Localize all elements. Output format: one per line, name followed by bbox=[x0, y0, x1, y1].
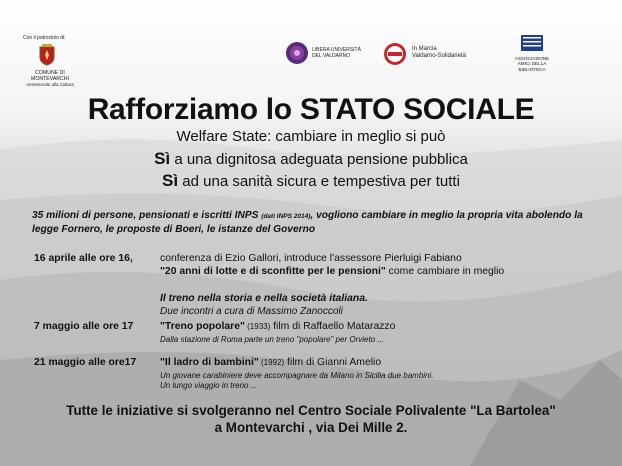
event2-director: film di Raffaello Matarazzo bbox=[270, 321, 396, 332]
event1-rest: come cambiare in meglio bbox=[385, 266, 505, 277]
comune-name-line1: COMUNE DI bbox=[35, 70, 65, 76]
event2-date: 7 maggio alle ore 17 bbox=[34, 321, 134, 332]
event3-date: 21 maggio alle ore17 bbox=[34, 357, 137, 368]
event3-year: (1992) bbox=[258, 358, 285, 367]
marcia-line2: Valdarno-Solidarietà bbox=[412, 53, 466, 59]
footer-line1: Tutte le iniziative si svolgeranno nel Centro Sociale Polivalente "La Bartolea" bbox=[66, 403, 556, 418]
marcia-label bbox=[412, 46, 466, 60]
event1-title: "20 anni di lotte e di sconfitte per le pensioni" bbox=[160, 266, 386, 277]
comune-label bbox=[22, 70, 78, 88]
event3-line bbox=[160, 357, 381, 368]
poster-title: Rafforziamo lo STATO SOCIALE bbox=[87, 93, 535, 126]
university-logo-icon bbox=[285, 41, 309, 65]
event3-note2: Un lungo viaggio in treno ... bbox=[160, 381, 258, 390]
amici-line1: ASSOCIAZIONE bbox=[514, 56, 550, 61]
university-line1: LIBERA UNIVERSITÀ bbox=[312, 47, 361, 53]
intro-source: (dati INPS 2014) bbox=[261, 213, 311, 220]
footer-line2: a Montevarchi , via Dei Mille 2. bbox=[214, 420, 408, 435]
amici-biblioteca-logo-icon bbox=[519, 34, 545, 54]
yes-line-pension bbox=[0, 149, 622, 169]
footer-location bbox=[0, 402, 622, 436]
yes-text: a una dignitosa adeguata pensione pubblica bbox=[170, 151, 468, 168]
event3-film-title: "Il ladro di bambini" bbox=[160, 357, 259, 368]
event1-line1: conferenza di Ezio Gallori, introduce l'assessore Pierluigi Fabiano bbox=[160, 253, 462, 264]
intro-part1: 35 milioni di persone, pensionati e iscritti INPS bbox=[32, 210, 262, 221]
event1-date: 16 aprile alle ore 16, bbox=[34, 253, 133, 264]
event1-line2 bbox=[160, 266, 504, 277]
comune-name-line2: MONTEVARCHI bbox=[31, 76, 69, 82]
event3-note1: Un giovane carabiniere deve accompagnare da Milano in Sicilia due bambini. bbox=[160, 371, 434, 380]
amici-line2: AMICI DELLA BIBLIOTECA bbox=[517, 61, 547, 72]
comune-crest-icon bbox=[38, 44, 56, 66]
intro-paragraph bbox=[32, 209, 602, 236]
intro-part2: , vogliono cambiare in meglio la propria vita abolendo la legge Fornero, le proposte di Boeri, le istanze del Governo bbox=[32, 210, 583, 235]
university-label bbox=[312, 47, 361, 59]
university-line2: DEL VALDARNO bbox=[312, 53, 351, 59]
comune-department: Assessorato alla Cultura bbox=[26, 82, 74, 87]
event3-director: film di Gianni Amelio bbox=[284, 357, 382, 368]
event2-film-title: "Treno popolare" bbox=[160, 321, 245, 332]
series-title: Il treno nella storia e nella società italiana. bbox=[160, 293, 368, 304]
marcia-logo-icon bbox=[383, 42, 407, 66]
marcia-line1: In Marcia bbox=[412, 46, 437, 52]
yes-word: Sì bbox=[162, 171, 179, 190]
yes-word: Sì bbox=[154, 149, 171, 168]
event2-note: Dalla stazione di Roma parte un treno "popolare" per Orvieto ... bbox=[160, 335, 385, 344]
yes-text: ad una sanità sicura e tempestiva per tutti bbox=[178, 173, 460, 190]
poster-subtitle: Welfare State: cambiare in meglio si può bbox=[176, 128, 446, 145]
event2-line bbox=[160, 321, 395, 332]
patronage-label: Con il patrocinio di: bbox=[23, 35, 66, 41]
amici-label bbox=[506, 56, 558, 72]
series-subtitle: Due incontri a cura di Massimo Zanoccoli bbox=[160, 306, 343, 317]
yes-line-health bbox=[0, 171, 622, 191]
event2-year: (1933) bbox=[244, 322, 271, 331]
